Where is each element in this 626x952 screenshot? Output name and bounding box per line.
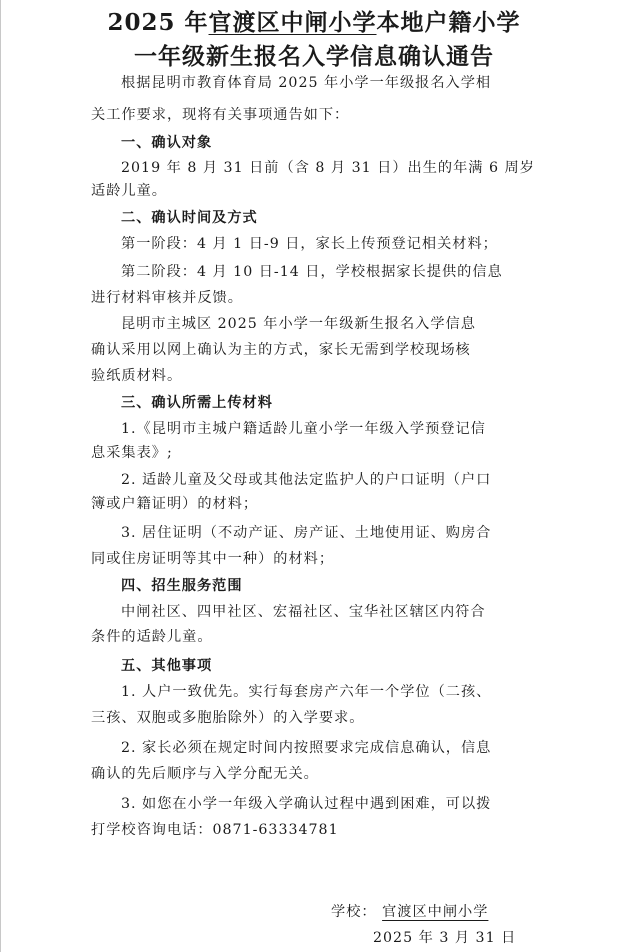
section-5-heading: 五、其他事项 [121,658,213,674]
section-5-item-3-line-2: 打学校咨询电话：0871-63334781 [91,822,339,838]
section-2-phase-2-line-1: 第二阶段：4 月 10 日-14 日，学校根据家长提供的信息 [121,264,503,280]
signature-school [331,902,488,922]
section-2-para-line-1: 昆明市主城区 2025 年小学一年级新生报名入学信息 [121,316,476,332]
section-5-item-1-line-2: 三孩、双胞或多胞胎除外）的入学要求。 [91,710,365,726]
section-2-para-line-3: 验纸质材料。 [91,368,183,384]
title-line-2: 一年级新生报名入学信息确认通告 [134,43,494,70]
intro-line-1: 根据昆明市教育体育局 2025 年小学一年级报名入学相 [121,75,492,91]
section-3-item-3-line-1: 3. 居住证明（不动产证、房产证、土地使用证、购房合 [121,525,492,541]
section-4-heading: 四、招生服务范围 [121,578,243,594]
section-2-para-line-2: 确认采用以网上确认为主的方式，家长无需到学校现场核 [91,342,471,358]
signature-date: 2025 年 3 月 31 日 [373,930,517,946]
section-3-item-2-line-1: 2. 适龄儿童及父母或其他法定监护人的户口证明（户口 [121,472,492,488]
title-rest: 本地户籍小学 [376,9,521,36]
section-1-heading: 一、确认对象 [121,135,213,151]
signature-school-name: 官渡区中闸小学 [382,904,489,920]
section-5-item-3-line-1: 3. 如您在小学一年级入学确认过程中遇到困难，可以拨 [121,796,492,812]
section-3-item-1-line-2: 息采集表》; [91,445,173,461]
section-5-item-2-line-2: 确认的先后顺序与入学分配无关。 [91,766,319,782]
section-4-line-1: 中闸社区、四甲社区、宏福社区、宝华社区辖区内符合 [121,604,486,620]
section-5-item-1-line-1: 1. 人户一致优先。实行每套房产六年一个学位（二孩、 [121,684,492,700]
section-1-line-1: 2019 年 8 月 31 日前（含 8 月 31 日）出生的年满 6 周岁 [121,160,535,176]
section-1-line-2: 适龄儿童。 [91,183,167,199]
intro-line-2: 关工作要求，现将有关事项通告如下： [91,107,350,123]
title-line-1 [1,8,626,38]
section-3-heading: 三、确认所需上传材料 [121,395,273,411]
section-2-phase-2-line-2: 进行材料审核并反馈。 [91,290,243,306]
title-year: 2025 年 [107,9,209,36]
signature-label: 学校： [331,904,377,920]
section-3-item-3-line-2: 同或住房证明等其中一种）的材料； [91,551,335,567]
section-3-item-1-line-1: 1.《昆明市主城户籍适龄儿童小学一年级入学预登记信 [121,421,486,437]
section-3-item-2-line-2: 簿或户籍证明）的材料； [91,496,259,512]
section-2-phase-1: 第一阶段：4 月 1 日-9 日，家长上传预登记相关材料； [121,236,498,252]
title-school-name: 官渡区中闸小学 [208,9,377,36]
section-5-item-2-line-1: 2. 家长必须在规定时间内按照要求完成信息确认，信息 [121,740,492,756]
section-4-line-2: 条件的适龄儿童。 [91,629,213,645]
section-2-heading: 二、确认时间及方式 [121,210,258,226]
